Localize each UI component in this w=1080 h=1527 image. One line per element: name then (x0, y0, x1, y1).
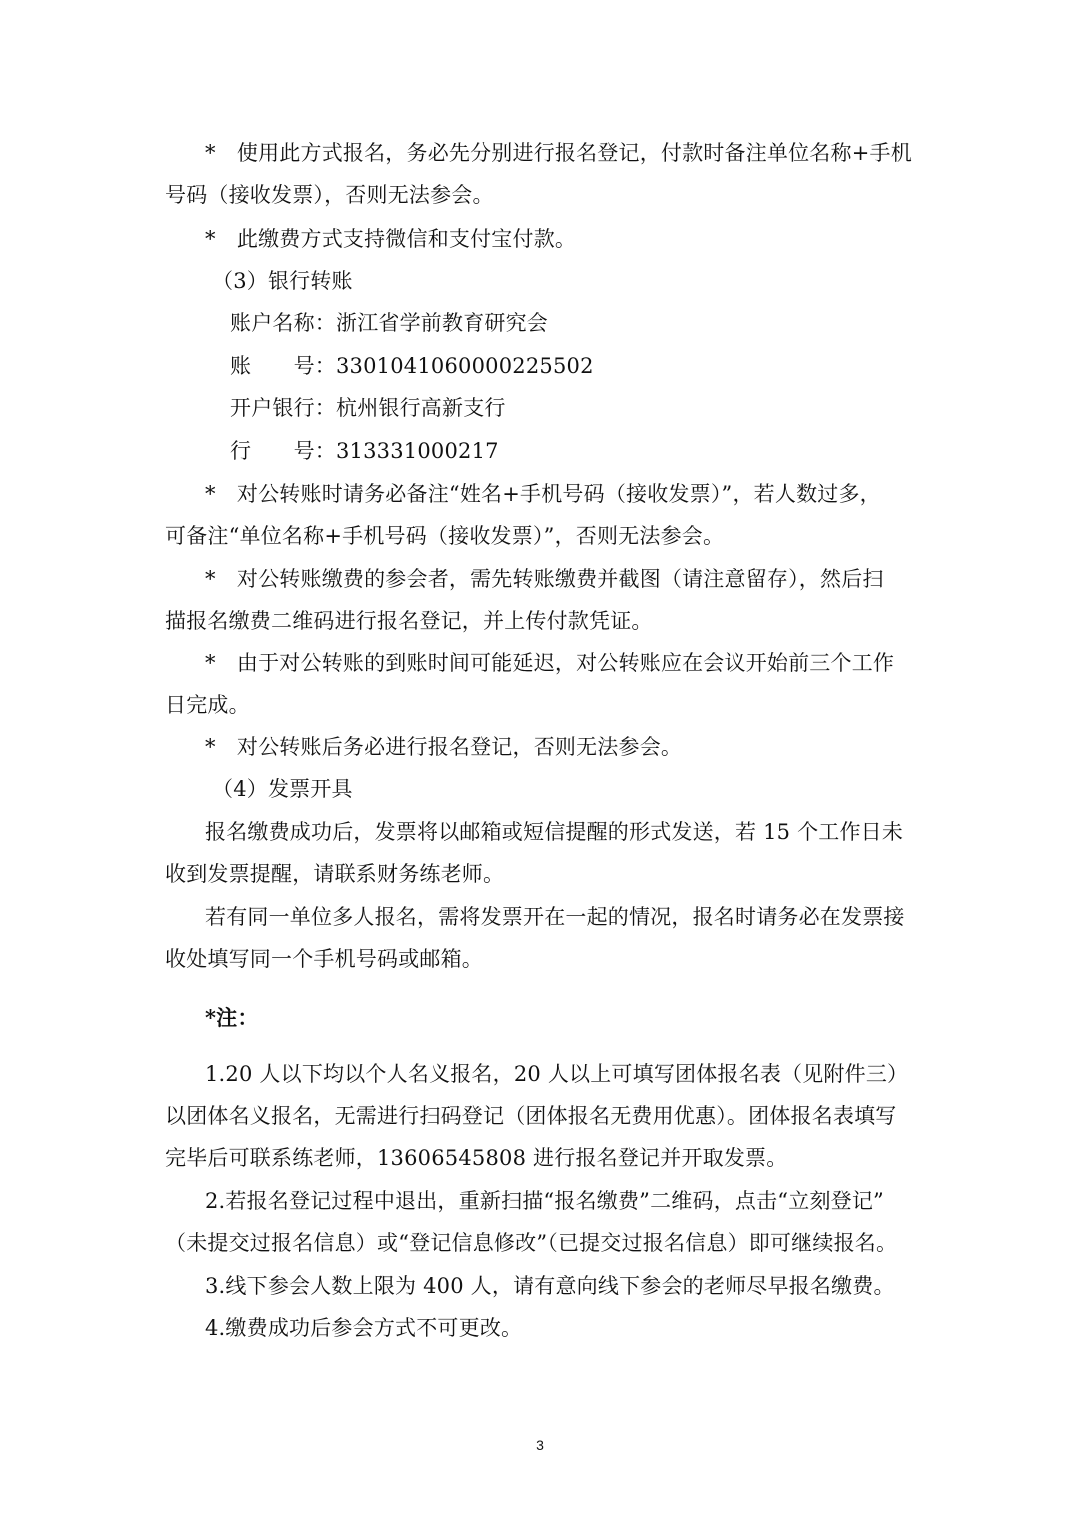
paragraph-line: 可备注“单位名称+手机号码（接收发票）”，否则无法参会。 (165, 524, 725, 548)
section-heading: （3）银行转账 (212, 269, 353, 293)
paragraph-line: 号码（接收发票），否则无法参会。 (165, 183, 494, 207)
paragraph-line: 4.缴费成功后参会方式不可更改。 (205, 1316, 523, 1340)
paragraph-line: 收到发票提醒，请联系财务练老师。 (165, 862, 505, 886)
page-number: 3 (536, 1437, 544, 1453)
paragraph-line: * 由于对公转账的到账时间可能延迟，对公转账应在会议开始前三个工作 (205, 651, 895, 675)
paragraph-line: * 此缴费方式支持微信和支付宝付款。 (205, 227, 577, 251)
bank-code-line: 行 号：313331000217 (230, 439, 499, 463)
paragraph-line: 收处填写同一个手机号码或邮箱。 (165, 947, 483, 971)
paragraph-line: 3.线下参会人数上限为 400 人，请有意向线下参会的老师尽早报名缴费。 (205, 1274, 895, 1298)
paragraph-line: * 对公转账缴费的参会者，需先转账缴费并截图（请注意留存），然后扫 (205, 567, 884, 591)
paragraph-line: 以团体名义报名，无需进行扫码登记（团体报名无费用优惠）。团体报名表填写 (165, 1104, 897, 1128)
paragraph-line: 若有同一单位多人报名，需将发票开在一起的情况，报名时请务必在发票接 (205, 905, 905, 929)
paragraph-line: 描报名缴费二维码进行报名登记，并上传付款凭证。 (165, 609, 653, 633)
paragraph-line: 日完成。 (165, 693, 250, 717)
paragraph-line: * 使用此方式报名，务必先分别进行报名登记，付款时备注单位名称+手机 (205, 141, 912, 165)
bank-name-line: 开户银行：杭州银行高新支行 (230, 396, 506, 420)
account-name-line: 账户名称：浙江省学前教育研究会 (230, 311, 548, 335)
paragraph-line: 完毕后可联系练老师，13606545808 进行报名登记并开取发票。 (165, 1146, 788, 1170)
paragraph-line: * 对公转账时请务必备注“姓名+手机号码（接收发票）”，若人数过多， (205, 482, 881, 506)
account-number-line: 账 号：330104106000022550​2 (230, 354, 594, 378)
note-heading: *注： (205, 1005, 259, 1030)
paragraph-line: 1.20 人以下均以个人名义报名，20 人以上可填写团体报名表（见附件三） (205, 1062, 909, 1086)
paragraph-line: * 对公转账后务必进行报名登记，否则无法参会。 (205, 735, 683, 759)
paragraph-line: （未提交过报名信息）或“登记信息修改”（已提交过报名信息）即可继续报名。 (165, 1231, 898, 1255)
paragraph-line: 报名缴费成功后，发票将以邮箱或短信提醒的形式发送，若 15 个工作日未 (205, 820, 904, 844)
paragraph-line: 2.若报名登记过程中退出，重新扫描“报名缴费”二维码，点击“立刻登记” (205, 1189, 884, 1213)
section-heading: （4）发票开具 (212, 777, 353, 801)
